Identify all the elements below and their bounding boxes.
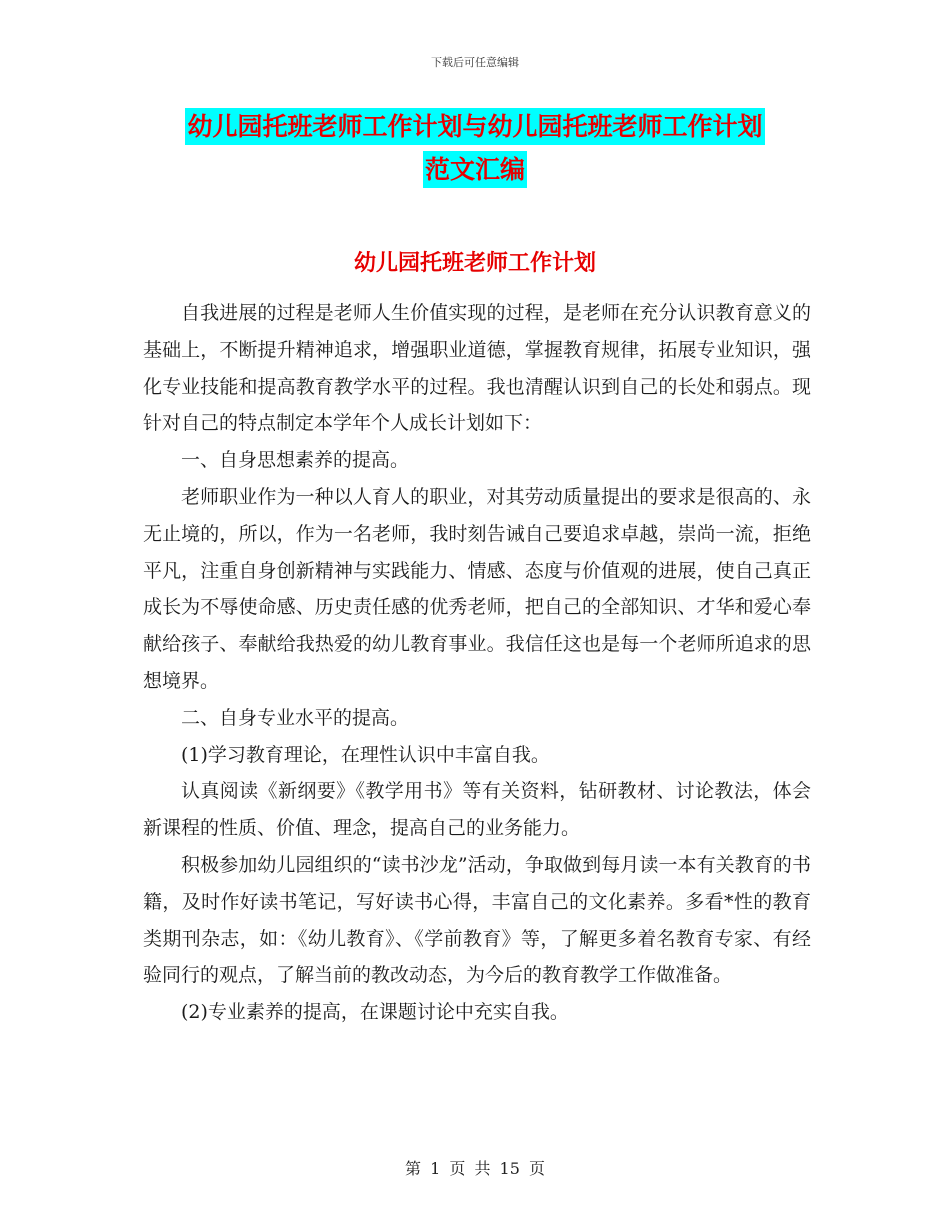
header-note: 下载后可任意编辑 — [431, 56, 519, 69]
title-line-1: 幼儿园托班老师工作计划与幼儿园托班老师工作计划 — [185, 108, 764, 145]
page-footer: 第 1 页 共 15 页 — [405, 1159, 545, 1178]
paragraph-salon: 积极参加幼儿园组织的“读书沙龙”活动，争取做到每月读一本有关教育的书籍，及时作好读书笔记，写好读书心得，丰富自己的文化素养。多看*性的教育类期刊杂志，如：《幼儿教育》、《学前教育》等，了解更多着名教育专家、有经验同行的观点，了解当前的教改动态，为今后的教育教学工作做准备。 — [143, 853, 811, 987]
heading-professional: 二、自身专业水平的提高。 — [181, 706, 410, 729]
subheading-theory: (1)学习教育理论，在理性认识中丰富自我。 — [181, 743, 550, 766]
section-title: 幼儿园托班老师工作计划 — [353, 250, 596, 276]
document-body — [143, 295, 811, 1031]
paragraph-intro: 自我进展的过程是老师人生价值实现的过程，是老师在充分认识教育意义的基础上，不断提升精神追求，增强职业道德，掌握教育规律，拓展专业知识，强化专业技能和提高教育教学水平的过程。我也清醒认识到自己的长处和弱点。现针对自己的特点制定本学年个人成长计划如下： — [143, 302, 811, 435]
document-title — [0, 108, 950, 194]
paragraph-thought: 老师职业作为一种以人育人的职业，对其劳动质量提出的要求是很高的、永无止境的，所以，作为一名老师，我时刻告诫自己要追求卓越，崇尚一流，拒绝平凡，注重自身创新精神与实践能力、情感、态度与价值观的进展，使自己真正成长为不辱使命感、历史责任感的优秀老师，把自己的全部知识、才华和爱心奉献给孩子、奉献给我热爱的幼儿教育事业。我信任这也是每一个老师所追求的思想境界。 — [143, 485, 811, 692]
title-line-2: 范文汇编 — [423, 151, 527, 188]
subheading-research: (2)专业素养的提高，在课题讨论中充实自我。 — [181, 1001, 569, 1024]
paragraph-reading: 认真阅读《新纲要》《教学用书》等有关资料，钻研教材、讨论教法，体会新课程的性质、价值、理念，提高自己的业务能力。 — [143, 780, 811, 840]
heading-thought: 一、自身思想素养的提高。 — [181, 449, 410, 472]
